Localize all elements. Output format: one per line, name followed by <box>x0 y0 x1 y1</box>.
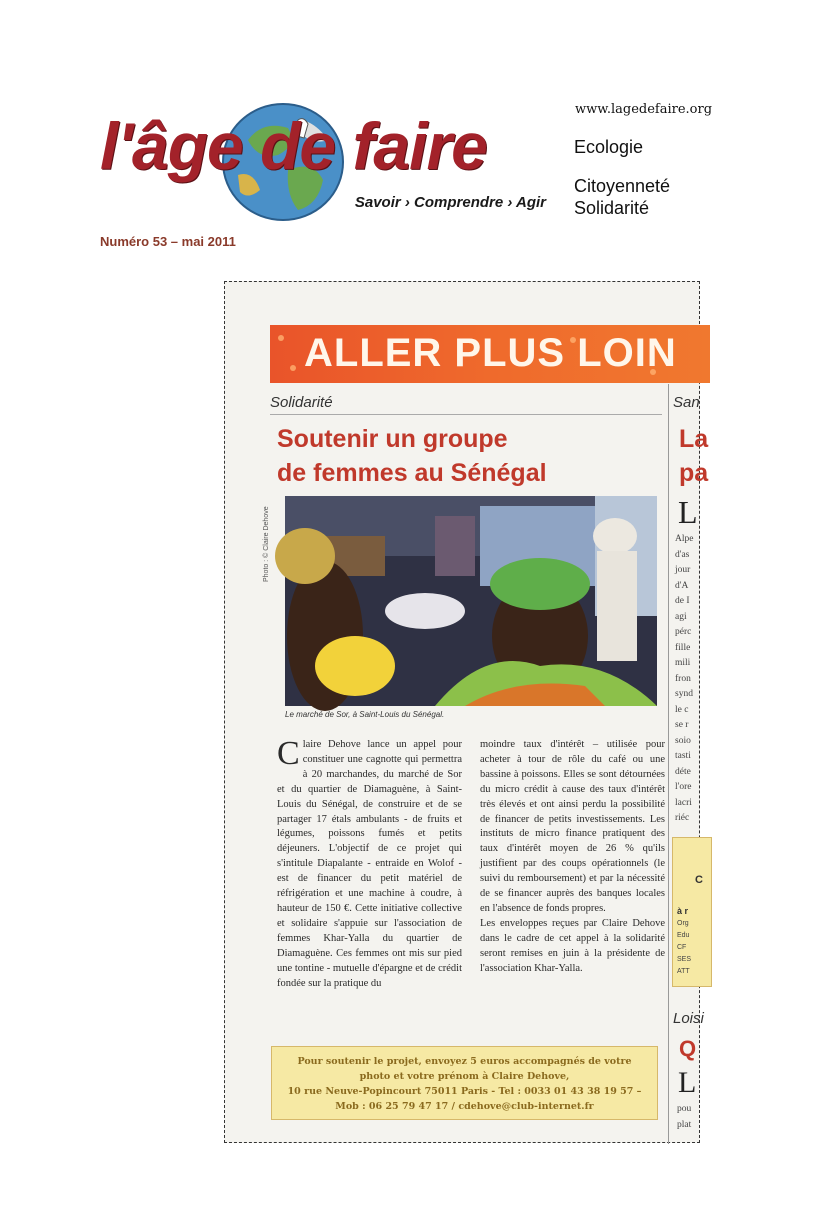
column-divider <box>668 384 669 1144</box>
info-line-4: Mob : 06 25 79 47 17 / cdehove@club-internet.fr <box>335 1101 594 1112</box>
side-word: jour <box>675 565 691 575</box>
side-word: soio <box>675 735 691 746</box>
side-box-word: SES <box>677 956 692 963</box>
side-word: agi <box>675 611 687 622</box>
side-word: pérc <box>675 627 692 637</box>
article-headline <box>277 422 657 490</box>
headline-line-1: Soutenir un groupe <box>277 425 508 453</box>
photo-credit: Photo : © Claire Dehove <box>263 506 270 582</box>
topic-solidarite: Solidarité <box>574 198 650 218</box>
side-box-word: Edu <box>677 932 690 939</box>
side-word: fron <box>675 673 691 684</box>
side-word: de I <box>675 596 690 606</box>
newspaper-clipping <box>224 281 709 1143</box>
article-column-1 <box>277 735 462 991</box>
site-url[interactable]: www.lagedefaire.org <box>575 102 713 117</box>
side-word: d'A <box>675 580 689 591</box>
side-word: Alpe <box>675 534 694 544</box>
side-word: lacri <box>675 797 692 808</box>
side-headline-3: Q <box>679 1036 697 1061</box>
info-line-2: photo et votre prénom à Claire Dehove, <box>359 1071 570 1082</box>
column-2-paragraph-1: moindre taux d'intérêt – utilisée pour acheter à tour de rôle du café ou une bassine à poissons. Elles se sont détournées du micro crédit à cause des taux d'intérêt très élevés et ont ainsi perdu la possibilité de financer de petits investissements. Les instituts de micro finance pratiquent des taux d'intérêt moyen de 26 % qu'ils justifient par des coups opérationnels (le suivi du remboursement) et par la nécessité de se financer auprès des banques locales en l'absence de fonds propres. <box>480 739 665 914</box>
masthead-logo <box>100 100 560 225</box>
photo-caption: Le marché de Sor, à Saint-Louis du Sénégal. <box>285 710 445 719</box>
side-box-word: CF <box>677 944 687 951</box>
side-tail-word-1: pou <box>677 1104 692 1114</box>
drop-cap: C <box>277 735 300 772</box>
side-word: synd <box>675 689 693 699</box>
side-word: mili <box>675 658 691 668</box>
side-word: tasti <box>675 751 691 761</box>
side-box-heading: C <box>695 874 703 886</box>
side-word: riéc <box>675 813 690 823</box>
side-headline-1: La <box>679 425 709 453</box>
banner-title: ALLER PLUS LOIN <box>304 331 677 375</box>
side-word: d'as <box>675 549 690 560</box>
side-section-label: San <box>673 394 700 411</box>
market-photo <box>285 496 657 706</box>
section-label: Solidarité <box>270 394 333 411</box>
info-line-3: 10 rue Neuve-Popincourt 75011 Paris - Tel : 0033 01 43 38 19 57 – <box>287 1086 642 1097</box>
topic-citoyennete: Citoyenneté <box>574 176 671 196</box>
column-2-paragraph-2: Les enveloppes reçues par Claire Dehove dans le cadre de cet appel à la solidarité seront remises en juin à la présidente de l'association Khar-Yalla. <box>480 917 665 974</box>
section-banner <box>270 325 710 383</box>
issue-number: Numéro 53 – mai 2011 <box>100 234 236 249</box>
side-tail-word-2: plat <box>677 1120 692 1130</box>
side-headline-2: pa <box>679 459 709 487</box>
side-drop-cap-2: L <box>678 1066 697 1099</box>
side-box-subheading: à r <box>677 906 689 916</box>
section-divider <box>270 414 662 415</box>
side-box-word: ATT <box>677 968 690 975</box>
masthead-tagline: Savoir › Comprendre › Agir <box>354 194 546 211</box>
info-line-1: Pour soutenir le projet, envoyez 5 euros accompagnés de votre <box>297 1056 632 1067</box>
side-word: déte <box>675 766 691 777</box>
topic-ecologie: Ecologie <box>574 137 644 157</box>
masthead-title: l'âge de faire <box>100 109 487 183</box>
side-section-label-2: Loisi <box>673 1010 704 1027</box>
side-word: le c <box>675 704 689 715</box>
side-box-word: Org <box>677 920 689 927</box>
column-1-text: laire Dehove lance un appel pour constituer une cagnotte qui permettra à 20 marchandes, du marché de Sor et du quartier de Diamaguène, à Saint-Louis du Sénégal, de construire et de se partager 17 étals ambulants - de fruits et légumes, poissons fumés et petits déjeuners. L'objectif de ce projet qui s'intitule Diapalante - entraide en Wolof - est de financer du petit matériel de réfrigération et une machine à coudre, à hauteur de 150 €. Cette initiative collective et solidaire s'appuie sur l'association de femmes Khar-Yalla du quartier de Diamaguène. Ces femmes ont mis sur pied une tontine - mutuelle d'épargne et de crédit fondée sur la pratique du <box>277 739 462 989</box>
side-word: fille <box>675 642 691 653</box>
article-column-2 <box>480 738 665 977</box>
donation-info-box <box>271 1046 658 1120</box>
side-word: se r <box>675 720 689 730</box>
side-drop-cap: L <box>678 494 698 530</box>
side-word: l'ore <box>675 782 692 792</box>
headline-line-2: de femmes au Sénégal <box>277 459 547 487</box>
